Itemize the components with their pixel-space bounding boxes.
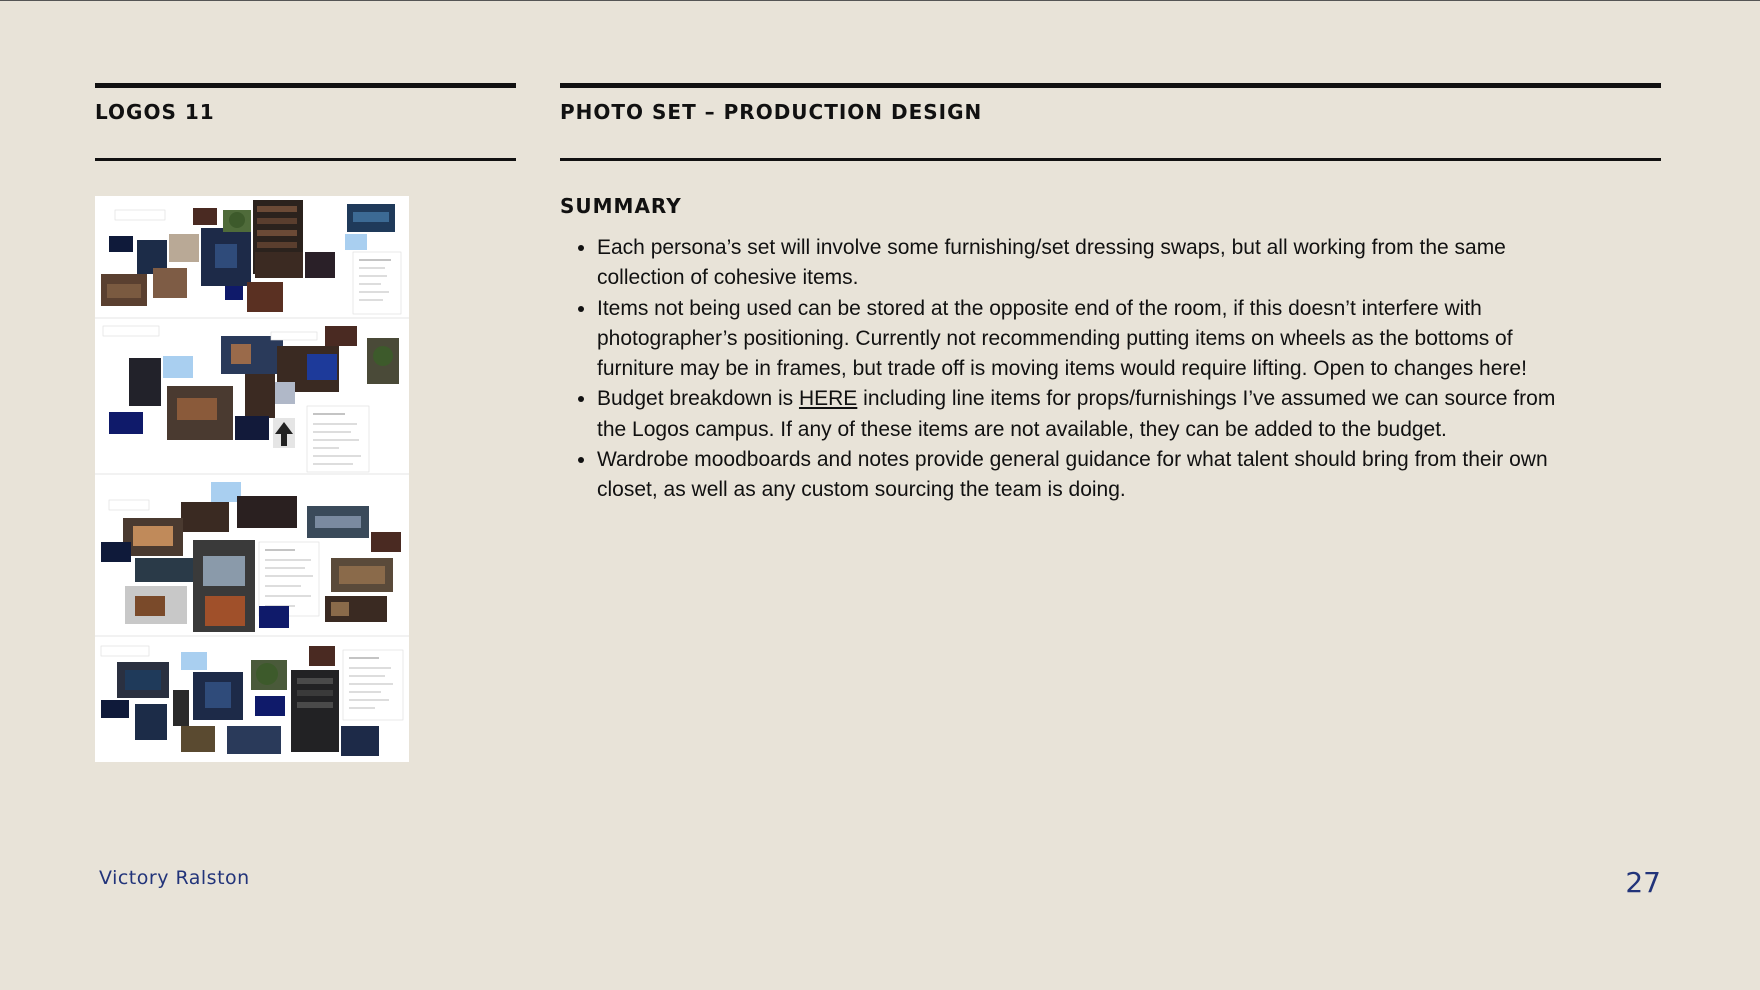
summary-heading: SUMMARY	[560, 194, 682, 218]
bullet-text: including line items for props/furnishings I’ve assumed we can source from the Logos campus. If any of these items are not available, they can be added to the budget.	[597, 387, 1556, 441]
bullet-text: Wardrobe moodboards and notes provide general guidance for what talent should bring from their own closet, as well as any custom sourcing the team is doing.	[597, 448, 1548, 502]
bullet-text: Each persona’s set will involve some furnishing/set dressing swaps, but all working from the same collection of cohesive items.	[597, 236, 1506, 290]
bullet-text: Items not being used can be stored at the opposite end of the room, if this doesn’t interfere with photographer’s positioning. Currently not recommending putting items on wheels as the bottoms of furniture may be in frames, but trade off is moving items would require lifting. Open to changes here!	[597, 296, 1527, 381]
left-top-rule	[95, 83, 516, 88]
summary-bullet	[597, 233, 1582, 294]
top-border	[0, 0, 1760, 1]
summary-bullet	[597, 384, 1582, 445]
page-number: 27	[1625, 866, 1661, 899]
summary-bullet	[597, 294, 1582, 385]
left-panel-title: LOGOS 11	[95, 100, 215, 124]
summary-bullet	[597, 445, 1582, 506]
right-panel-title: PHOTO SET – PRODUCTION DESIGN	[560, 100, 983, 124]
bullet-text: Budget breakdown is	[597, 387, 799, 411]
author-name: Victory Ralston	[99, 867, 250, 889]
left-bottom-rule	[95, 158, 516, 161]
summary-bullet-list	[560, 233, 1582, 506]
moodboard-image	[95, 196, 409, 762]
budget-breakdown-link[interactable]: HERE	[798, 387, 858, 411]
right-top-rule	[560, 83, 1661, 88]
right-bottom-rule	[560, 158, 1661, 161]
moodboard-thumbnail[interactable]	[95, 196, 409, 762]
